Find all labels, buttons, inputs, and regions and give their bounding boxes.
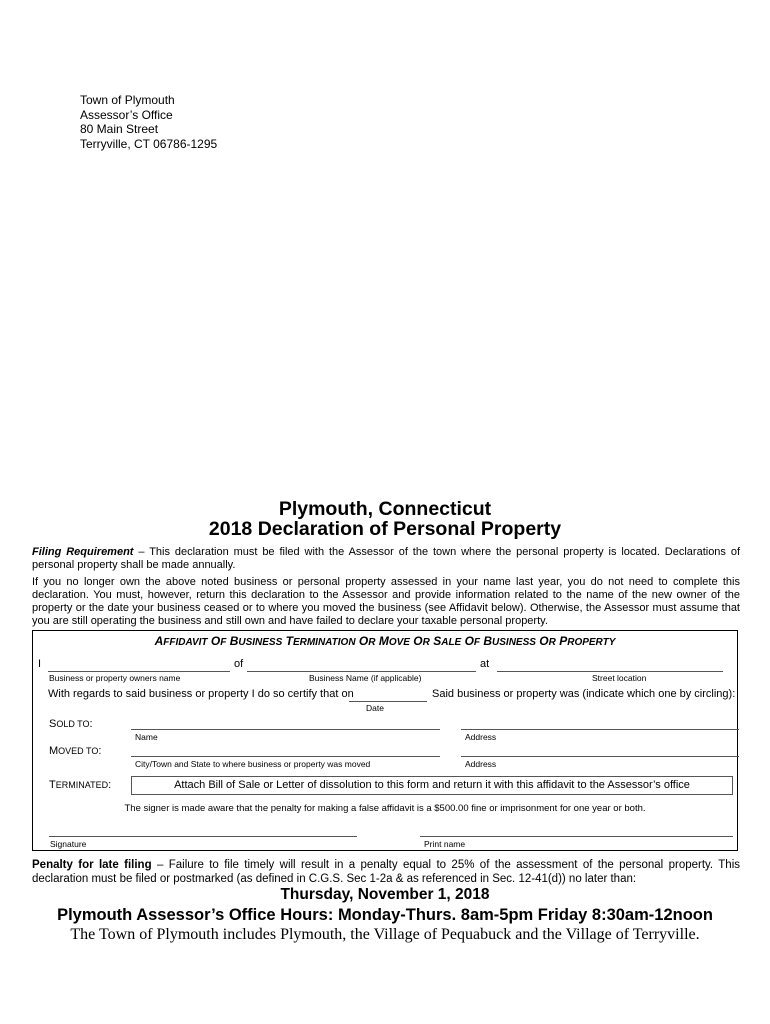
said-business-text: Said business or property was (indicate which one by circling): [432,688,736,700]
town-includes-note: The Town of Plymouth includes Plymouth, the Village of Pequabuck and the Village of Terryville. [70,926,700,943]
filing-requirement-text: – This declaration must be filed with the Assessor of the town where the personal property is located. Declarations of personal property shall be made annually. [32,546,740,571]
street-location-caption: Street location [592,673,647,683]
business-name-field[interactable] [247,671,476,672]
certify-text: With regards to said business or property I do so certify that on [48,688,354,700]
address-line-4: Terryville, CT 06786-1295 [80,136,218,151]
street-location-field[interactable] [497,671,723,672]
document-title: Plymouth, Connecticut [278,498,492,520]
late-filing-penalty-label: Penalty for late filing [32,859,152,871]
moved-to-label: MOVED TO: [49,745,102,757]
address-caption: Address [465,732,497,742]
at-label: at [480,658,490,670]
of-label: of [234,658,244,670]
office-hours: Plymouth Assessor’s Office Hours: Monday-Thurs. 8am-5pm Friday 8:30am-12noon [57,906,713,924]
business-name-caption: Business Name (if applicable) [309,673,422,683]
affidavit-heading: AFFIDAVIT OF BUSINESS TERMINATION OR MOVE OR SALE OF BUSINESS OR PROPERTY [154,634,616,648]
owner-name-caption: Business or property owners name [49,673,181,683]
affidavit-box [32,630,738,851]
address-line-1: Town of Plymouth [80,93,175,107]
print-name-field[interactable] [420,836,733,837]
terminated-label: TERMINATED: [49,779,112,791]
late-filing-penalty-text: – Failure to file timely will result in a penalty equal to 25% of the assessment of the personal property. This declaration must be filed or postmarked (as defined in C.G.S. Sec 1-2a & as referenced in Sec. 12-41(d)) no later than: [32,859,740,885]
no-longer-own-paragraph: If you no longer own the above noted business or personal property assessed in your name last year, you do not need to complete this declaration. You must, however, return this declaration to the Assessor and provide information related to the name of the new owner of the property or the date your business ceased or to where you moved the business (see Affidavit below). Otherwise, the Assessor must assume that you are still operating the business and still own and have failed to declare your taxable personal property. [32,576,740,627]
signature-caption: Signature [50,839,87,849]
mailing-address [80,93,217,151]
moved-to-city-field[interactable] [131,756,440,757]
city-town-caption: City/Town and State to where business or property was moved [135,759,371,769]
document-subtitle: 2018 Declaration of Personal Property [208,518,562,540]
i-label: I [38,658,42,670]
signature-field[interactable] [49,836,357,837]
date-field[interactable] [349,701,427,702]
attach-instruction: Attach Bill of Sale or Letter of dissolution to this form and return it with this affidavit to the Assessor’s office [174,779,690,791]
sold-to-address-field[interactable] [461,729,739,730]
print-name-caption: Print name [424,839,466,849]
sold-to-label: SOLD TO: [49,718,93,730]
date-caption: Date [366,703,384,713]
address-line-3: 80 Main Street [80,122,159,136]
moved-to-address-field[interactable] [461,756,739,757]
filing-deadline: Thursday, November 1, 2018 [280,886,490,903]
filing-requirement-label: Filing Requirement [32,546,134,558]
late-filing-penalty-paragraph [32,858,740,886]
address-line-2: Assessor’s Office [80,107,173,122]
owner-name-field[interactable] [48,671,230,672]
false-affidavit-penalty: The signer is made aware that the penalty for making a false affidavit is a $500.00 fine or imprisonment for one year or both. [124,803,646,814]
sold-to-name-field[interactable] [131,729,440,730]
terminated-instruction-box [131,776,733,795]
name-caption: Name [135,732,158,742]
filing-requirement-paragraph [32,546,740,572]
address-caption-2: Address [465,759,497,769]
